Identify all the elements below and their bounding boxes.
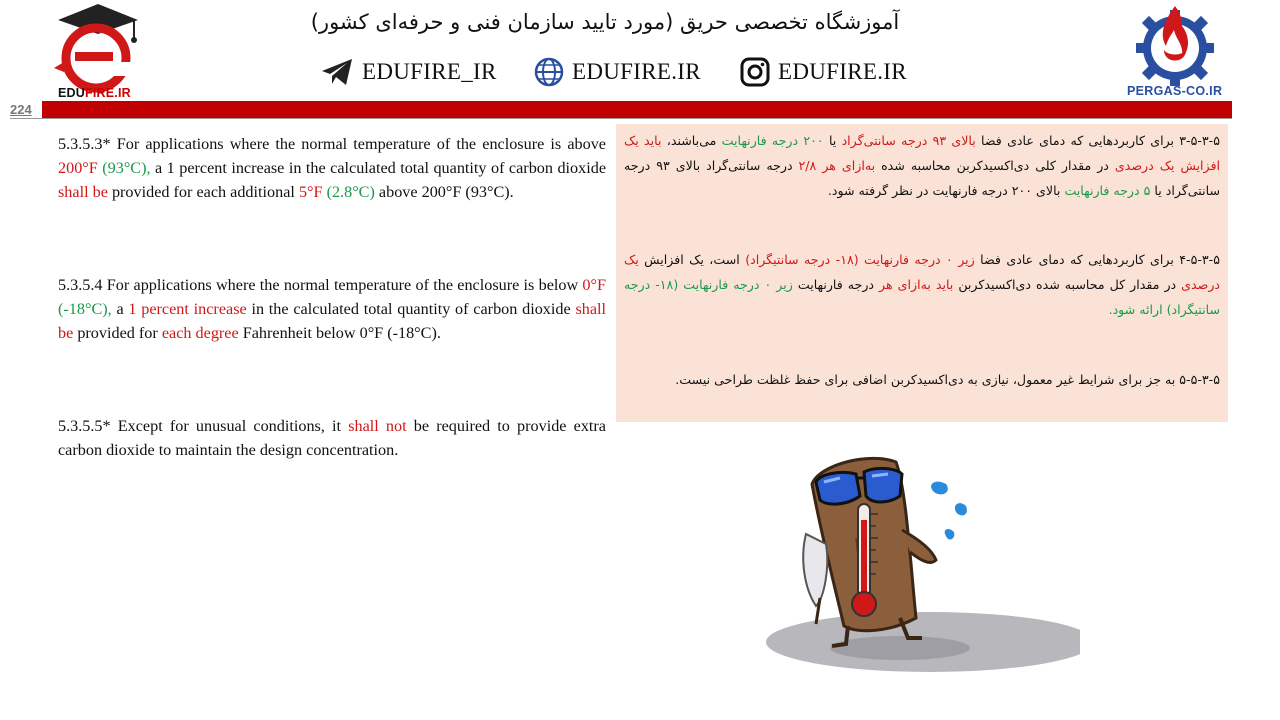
- website-label: EDUFIRE.IR: [572, 59, 701, 84]
- telegram-link[interactable]: [320, 55, 497, 89]
- paragraph-5-3-5-3: 5.3.5.3* For applications where the normal temperature of the enclosure is above 200°F (93°C), a 1 percent increase in the calculated total quantity of carbon dioxide shall be provided for each additional 5°F (2.8°C) above 200°F (93°C).: [58, 135, 607, 201]
- website-link[interactable]: [534, 55, 701, 89]
- telegram-icon: [320, 57, 354, 87]
- instagram-link[interactable]: [740, 55, 907, 89]
- sweating-thermometer-mascot: [760, 448, 1080, 678]
- instagram-icon: [740, 57, 770, 87]
- paragraph-5-3-5-4: 5.3.5.4 For applications where the normal temperature of the enclosure is below 0°F (-18°C), a 1 percent increase in the calculated total quantity of carbon dioxide shall be provided for each degree Fahrenheit below 0°F (-18°C).: [58, 276, 607, 342]
- pergas-logo: [1132, 2, 1218, 86]
- instagram-label: EDUFIRE.IR: [778, 59, 907, 84]
- persian-paragraph-3: ۵-۵-۳-۵ به جز برای شرایط غیر معمول، نیازی به دی‌اکسیدکربن اضافی برای حفظ غلظت طراحی نیست.: [675, 372, 1220, 387]
- globe-icon: [534, 57, 564, 87]
- persian-paragraph-2: ۴-۵-۳-۵ برای کاربردهایی که دمای عادی فضا زیر ۰ درجه فارنهایت (۱۸- درجه سانتیگراد) است، یک افزایش یک درصدی در مقدار کل محاسبه شده دی‌اکسیدکربن باید به‌ازای هر درجه فارنهایت زیر ۰ درجه فارنهایت (۱۸- درجه سانتیگراد) ارائه شود.: [624, 252, 1221, 317]
- page-number: 224: [10, 102, 32, 117]
- persian-paragraph-1: ۳-۵-۳-۵ برای کاربردهایی که دمای عادی فضا بالای ۹۳ درجه سانتی‌گراد یا ۲۰۰ درجه فارنهایت می‌باشند، باید یک افزایش یک درصدی در مقدار کلی دی‌اکسیدکربن محاسبه شده به‌ازای هر ۲/۸ درجه سانتی‌گراد بالای ۹۳ درجه سانتی‌گراد یا ۵ درجه فارنهایت بالای ۲۰۰ درجه فارنهایت در نظر گرفته شود.: [624, 133, 1220, 198]
- telegram-label: EDUFIRE_IR: [362, 59, 497, 84]
- header-title: آموزشگاه تخصصی حریق (مورد تایید سازمان فنی و حرفه‌ای کشور): [310, 10, 900, 34]
- paragraph-5-3-5-5: 5.3.5.5* Except for unusual conditions, it shall not be required to provide extra carbon dioxide to maintain the design concentration.: [58, 417, 606, 459]
- header-underline: [10, 118, 1232, 119]
- header-divider-bar: [42, 101, 1232, 118]
- edufire-logo-text: EDUFIRE.IR: [58, 86, 131, 100]
- pergas-logo-text: PERGAS-CO.IR: [1127, 84, 1223, 98]
